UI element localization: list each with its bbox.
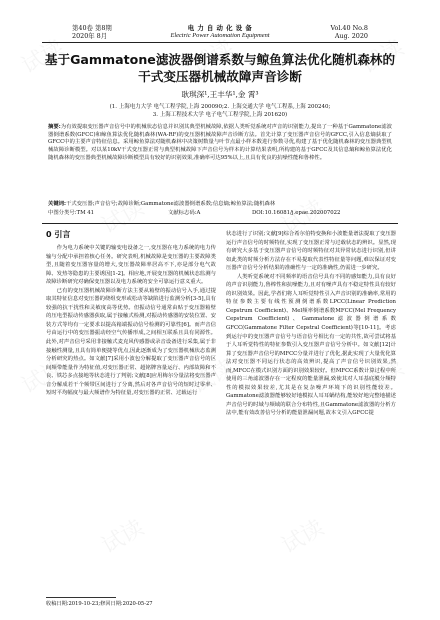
- header-volume: 第40卷 第8期: [72, 24, 112, 32]
- paragraph: 作为电力系统中关键的输变电设备之一,变压器在电力系统的电力传输与分配中承担着核心任务。研究表明,机械故障是变压器的主要故障类型,且随着变压器容量的增大,变压器故障率居高不下,亦是部分电气故障、发热等隐患的主要诱因[1-2]。相应地,开展变压器的机械状态监测与故障诊断研究对确保变压器以及电力系统的安全可靠运行意义重大。: [46, 245, 216, 286]
- received-date: 收稿日期:2019-10-23;修回日期:2020-05-27: [46, 601, 153, 607]
- journal-name-cn: 电 力 自 动 化 设 备: [187, 24, 253, 32]
- abstract-text: 为有效提取变压器声音信号中的机械状态信息并识别其典型机械故障,依据人类听觉系统对声音的识别能力,提出了一种基于Gammatone滤波器倒谱系数(GFCC)和鲸鱼算法优化随机森林(WA-RF)的变压器机械故障声音诊断方法。首先计算了变压器声音信号的GFCC,引入信息熵获取了GFCC中的主要声音特征信息。采用鲸鱼算法对随机森林中决策树数量与叶节点最小样本数进行参数寻优,构建了基于优化随机森林的变压器典型机械故障诊断模型。对以某10kV干式变压器正常与典型机械故障下声音信号为样本的计算结果表明,所构建的基于GFCC及其信息熵和鲸鱼算法优化随机森林的变压器典型机械故障诊断模型具有较好的识别效果,准确率可达95%以上,且具有优良的抗噪性能和鲁棒性。: [48, 124, 392, 161]
- paragraph: 已有的变压器机械故障诊断方法主要从箱壁的振动信号入手,通过提取其特征信息对变压器的绕组变形或松动等缺陷进行监测分析[3-5],具有较强的抗干扰性和灵敏度高等优势。但振动信号通常由贴于变压器箱壁的压电型振动传感器获取,属于接触式检测,对振动传感器的安装位置、安装方式等均有一定要求以提高箱端振动信号检测的可靠性[6]。而声音信号由运行中的变压器振动经空气传播形成,之间相互联系且具有同源性。此外,对声音信号采用非接触式麦克风传感器或录音设备进行采集,属于非接触性测量,且具有简单便捷等优点,因此逐渐成为了变压器机械状态监测分析研究的热点。如文献[7]采用小波包分解提取了变压器声音信号的区间频带能量作为特征值,对变压器正常、超铭牌容量运行、内部故障和不良、铁芯多点接地等状态进行了判别;文献[8]应用梅尔分量法将变压器声音分解成若干个频带区间进行了分离,然后对各声音信号的短时过零率、短时平均幅度与最大频谱作为特征量,对变压器的正常、过载运行: [46, 287, 216, 397]
- abstract: [48, 124, 392, 163]
- clc-number: 中图分类号:TM 41: [48, 210, 95, 216]
- footnote-rule: [46, 597, 116, 598]
- header-date: 2020年 8月: [72, 32, 108, 40]
- authors: 耿琪深¹,王丰华¹,金 霄³: [181, 90, 259, 99]
- section-heading-introduction: 0 引言: [46, 230, 71, 239]
- paragraph: 人类听觉系统对不同频率的语音信号具有不同的感知能力,具有良好的声音识别能力,鲁棒性和抗噪能力,且对有噪声具有不稳定特性具有较好的识别效果。因此,学者们将人耳听觉特性引入声音识别的准确率,常用的特征参数主要有线性预测倒谱系数LPCC(Linear Prediction Cepstrum Coefficient)、Mel频率倒谱系数MFCC(Mel Frequency Cepstrum Coefficient)、Gammatone滤波器倒谱系数GFCC(Gammatone Filter Cepstral Coefficient)等[10-11]。考虑到运行中的变压器声音信号与语音信号相比有一定的共性,故可尝试将基于人耳听觉特性的特征参数引入变压器声音信号分析中。如文献[12]计算了变压器声音信号的MFCC分量并进行了优化,据此实现了大量优化算法对变压器不同运行状态的高效辨识,提高了声音信号识别效果,然而,MFCC在模式识别方面的识别效果较好。但MFCC系数计算过程中所使用的三角滤波器存在一定程度的能量泄漏,致使其对人耳基底膜分频特性的模拟效果较差,尤其是在复杂噪声环境下的识别性能较差。Gammatone滤波器能够较好地模拟人耳耳蜗结构,能较好地完整地描述声音信号的时域与频域的联合分布特性,且Gammatone滤波器的分析方法中,能有效改善信号分析的能量泄漏问题,故本文引入GFCC提: [226, 273, 397, 417]
- header-rule: [42, 42, 398, 43]
- watermark: [95, 191, 149, 240]
- journal-name-en: Electric Power Automation Equipment: [170, 32, 270, 39]
- watermark: [95, 511, 149, 560]
- body-left-column: [46, 244, 216, 398]
- doi: DOI:10.16081/j.epae.202007022: [252, 210, 341, 216]
- watermark: [275, 511, 329, 560]
- paper-title-line-1: 基于Gammatone滤波器倒谱系数与鲸鱼算法优化随机森林的: [44, 52, 396, 67]
- document-code: 文献标志码:A: [168, 210, 201, 216]
- header-date-en: Aug. 2020: [334, 32, 368, 40]
- affiliation-line-2: 3. 上海工程技术大学 电子电气工程学院,上海 201620): [152, 112, 288, 118]
- keywords-text: 干式变压器;声音信号;故障诊断;Gammatone滤波器倒谱系数;信息熵;鲸鱼算法;随机森林: [66, 201, 276, 207]
- body-right-column: [226, 230, 396, 418]
- keywords-label: 关键词:: [48, 201, 67, 207]
- header-volume-en: Vol.40 No.8: [330, 24, 368, 32]
- paper-title-line-2: 干式变压器机械故障声音诊断: [138, 69, 302, 84]
- affiliation-line-1: (1. 上海电力大学 电气工程学院,上海 200090;2. 上海交通大学 电气工程系,上海 200240;: [109, 104, 331, 110]
- keywords: [48, 201, 392, 209]
- paragraph: 状态进行了识别;文献[9]综合希尔伯特变换和小波能量谱法提取了变压器运行声音信号的时频特征,实现了变压器正常与过载状态的辨识。显然,现有研究大多基于变压器声音信号的时频特征对其异常状态进行识别,但讲如此类的时频分析方法存在不易提取代表性特征量等问题,难以保证对变压器声音信号分析结果的准确性与一定的准确性,仍需进一步研究。: [226, 231, 396, 272]
- abstract-label: 摘要:: [48, 124, 61, 130]
- abstract-rule: [42, 223, 398, 224]
